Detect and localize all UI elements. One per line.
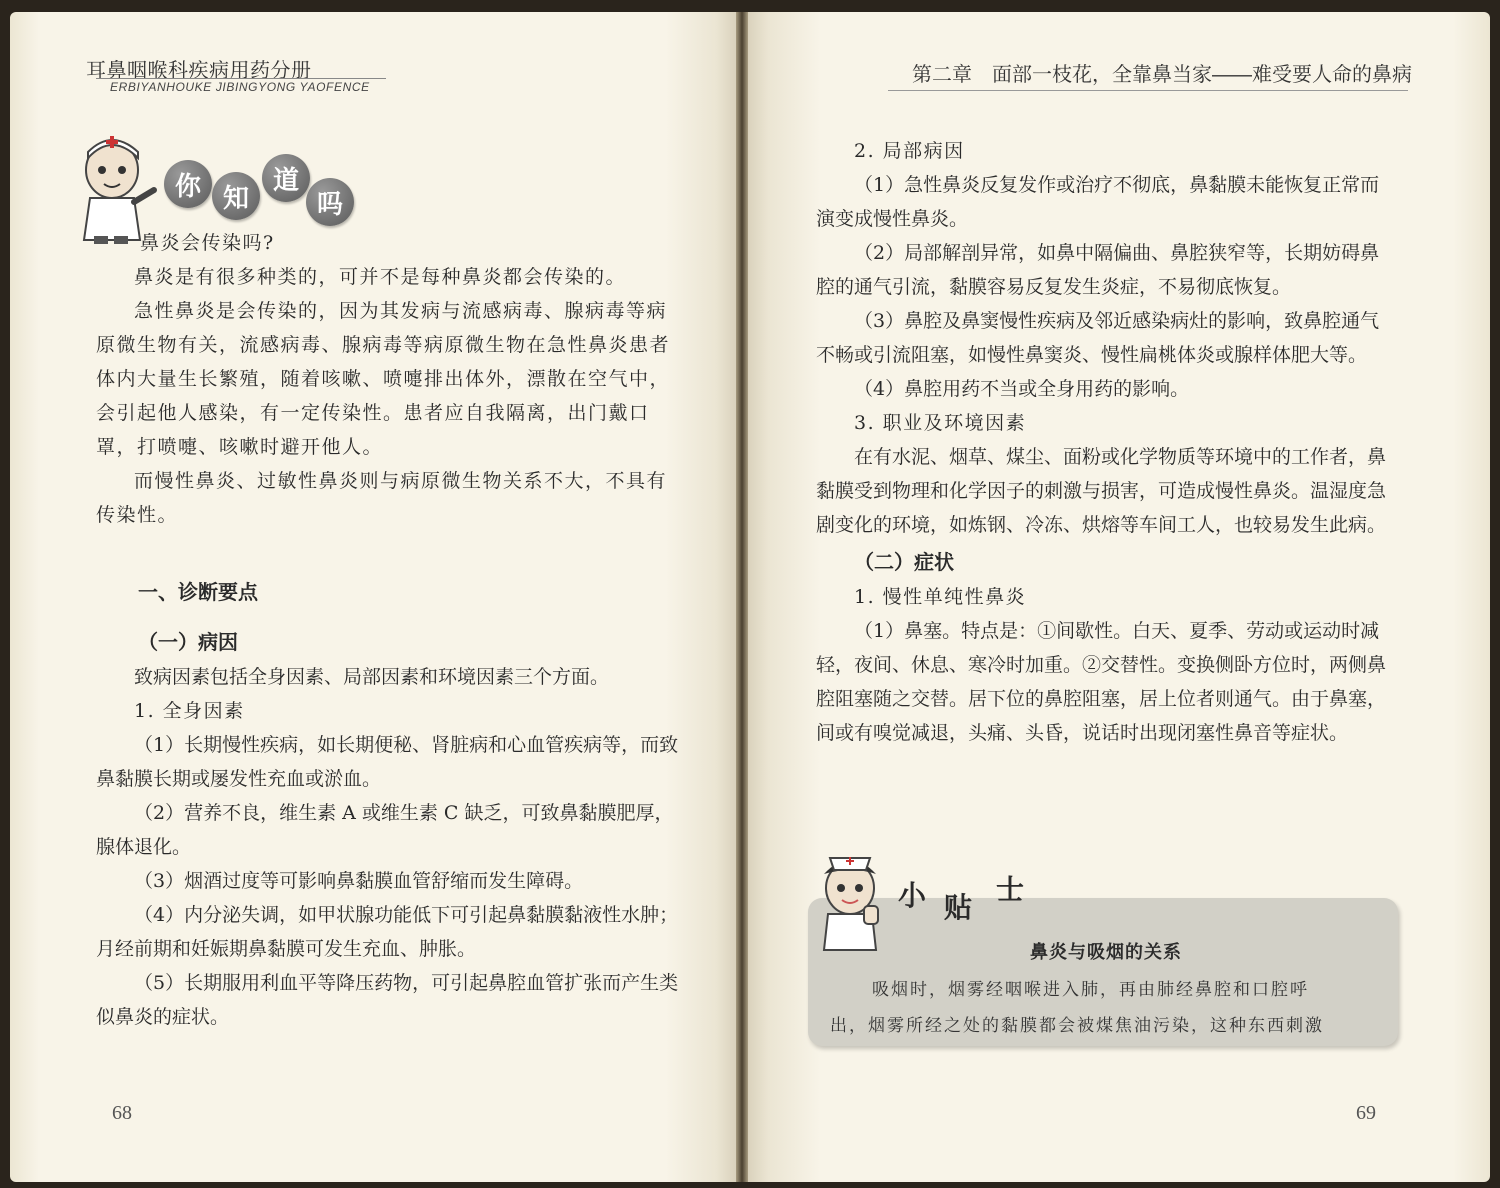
paragraph: （1）鼻塞。特点是：①间歇性。白天、夏季、劳动或运动时减轻，夜间、休息、寒冷时加重。②交替性。变换侧卧方位时，两侧鼻腔阻塞随之交替。居下位的鼻腔阻塞，居上位者则通气。由于鼻塞，间或有嗅觉减退，头痛、头昏，说话时出现闭塞性鼻音等症状。	[816, 620, 1387, 744]
left-page-body	[96, 226, 680, 1034]
tip-body	[830, 972, 1390, 1044]
nurse-cartoon-icon	[812, 844, 892, 954]
sub-heading: （一）病因	[138, 632, 238, 654]
callout-char-bubble: 你	[164, 160, 212, 208]
item-heading: 1. 慢性单纯性鼻炎	[854, 586, 1027, 608]
left-running-head: 耳鼻咽喉科疾病用药分册	[86, 60, 312, 82]
section-heading: 一、诊断要点	[138, 582, 258, 604]
left-head-rule	[96, 78, 386, 79]
sub-heading: （二）症状	[854, 552, 954, 574]
paragraph: 在有水泥、烟草、煤尘、面粉或化学物质等环境中的工作者，鼻黏膜受到物理和化学因子的刺激与损害，可造成慢性鼻炎。温湿度急剧变化的环境，如炼钢、冷冻、烘熔等车间工人，也较易发生此病。	[816, 446, 1387, 536]
item-heading: 1. 全身因素	[134, 700, 245, 722]
right-head-rule	[888, 90, 1408, 91]
page-number-right: 69	[1356, 1102, 1376, 1124]
tip-line: 吸烟时，烟雾经咽喉进入肺，再由肺经鼻腔和口腔呼	[872, 980, 1309, 1000]
list-item: （4）鼻腔用药不当或全身用药的影响。	[854, 378, 1190, 400]
tip-heading-text: 鼻炎与吸烟的关系	[1030, 942, 1182, 962]
list-item: （5）长期服用利血平等降压药物，可引起鼻腔血管扩张而产生类似鼻炎的症状。	[96, 972, 679, 1028]
callout-question: 鼻炎会传染吗?	[140, 232, 275, 254]
left-running-head-roman: ERBIYANHOUKE JIBINGYONG YAOFENCE	[110, 80, 370, 94]
tip-title-char: 小	[898, 879, 927, 912]
list-item: （3）烟酒过度等可影响鼻黏膜血管舒缩而发生障碍。	[134, 870, 584, 892]
list-item: （3）鼻腔及鼻窦慢性疾病及邻近感染病灶的影响，致鼻腔通气不畅或引流阻塞，如慢性鼻窦炎、慢性扁桃体炎或腺样体肥大等。	[816, 310, 1380, 366]
paragraph: 急性鼻炎是会传染的，因为其发病与流感病毒、腺病毒等病原微生物有关，流感病毒、腺病毒等病原微生物在急性鼻炎患者体内大量生长繁殖，随着咳嗽、喷嚏排出体外，漂散在空气中，会引起他人感染，有一定传染性。患者应自我隔离，出门戴口罩，打喷嚏、咳嗽时避开他人。	[96, 300, 671, 458]
list-item: （1）急性鼻炎反复发作或治疗不彻底，鼻黏膜未能恢复正常而演变成慢性鼻炎。	[816, 174, 1380, 230]
book-gutter	[736, 12, 748, 1182]
right-running-head: 第二章 面部一枝花，全靠鼻当家——难受要人命的鼻病	[912, 64, 1412, 86]
item-heading: 2. 局部病因	[854, 140, 965, 162]
callout-char-bubble: 道	[262, 154, 310, 202]
tip-title-char: 贴	[944, 891, 973, 924]
page-number-left: 68	[112, 1102, 132, 1124]
callout-char-bubble: 吗	[306, 178, 354, 226]
right-page-body	[816, 134, 1398, 750]
paragraph: 致病因素包括全身因素、局部因素和环境因素三个方面。	[134, 666, 610, 688]
list-item: （4）内分泌失调，如甲状腺功能低下可引起鼻黏膜黏液性水肿；月经前期和妊娠期鼻黏膜可发生充血、肿胀。	[96, 904, 679, 960]
list-item: （2）营养不良，维生素 A 或维生素 C 缺乏，可致鼻黏膜肥厚，腺体退化。	[96, 802, 674, 858]
callout-char-bubble: 知	[212, 172, 260, 220]
list-item: （1）长期慢性疾病，如长期便秘、肾脏病和心血管疾病等，而致鼻黏膜长期或屡发性充血或淤血。	[96, 734, 679, 790]
paragraph: 鼻炎是有很多种类的，可并不是每种鼻炎都会传染的。	[134, 266, 627, 288]
tip-title-char: 士	[996, 873, 1025, 906]
list-item: （2）局部解剖异常，如鼻中隔偏曲、鼻腔狭窄等，长期妨碍鼻腔的通气引流，黏膜容易反复发生炎症，不易彻底恢复。	[816, 242, 1380, 298]
item-heading: 3. 职业及环境因素	[854, 412, 1027, 434]
paragraph: 而慢性鼻炎、过敏性鼻炎则与病原微生物关系不大，不具有传染性。	[96, 470, 668, 526]
tip-line: 出，烟雾所经之处的黏膜都会被煤焦油污染，这种东西刺激	[830, 1016, 1324, 1036]
